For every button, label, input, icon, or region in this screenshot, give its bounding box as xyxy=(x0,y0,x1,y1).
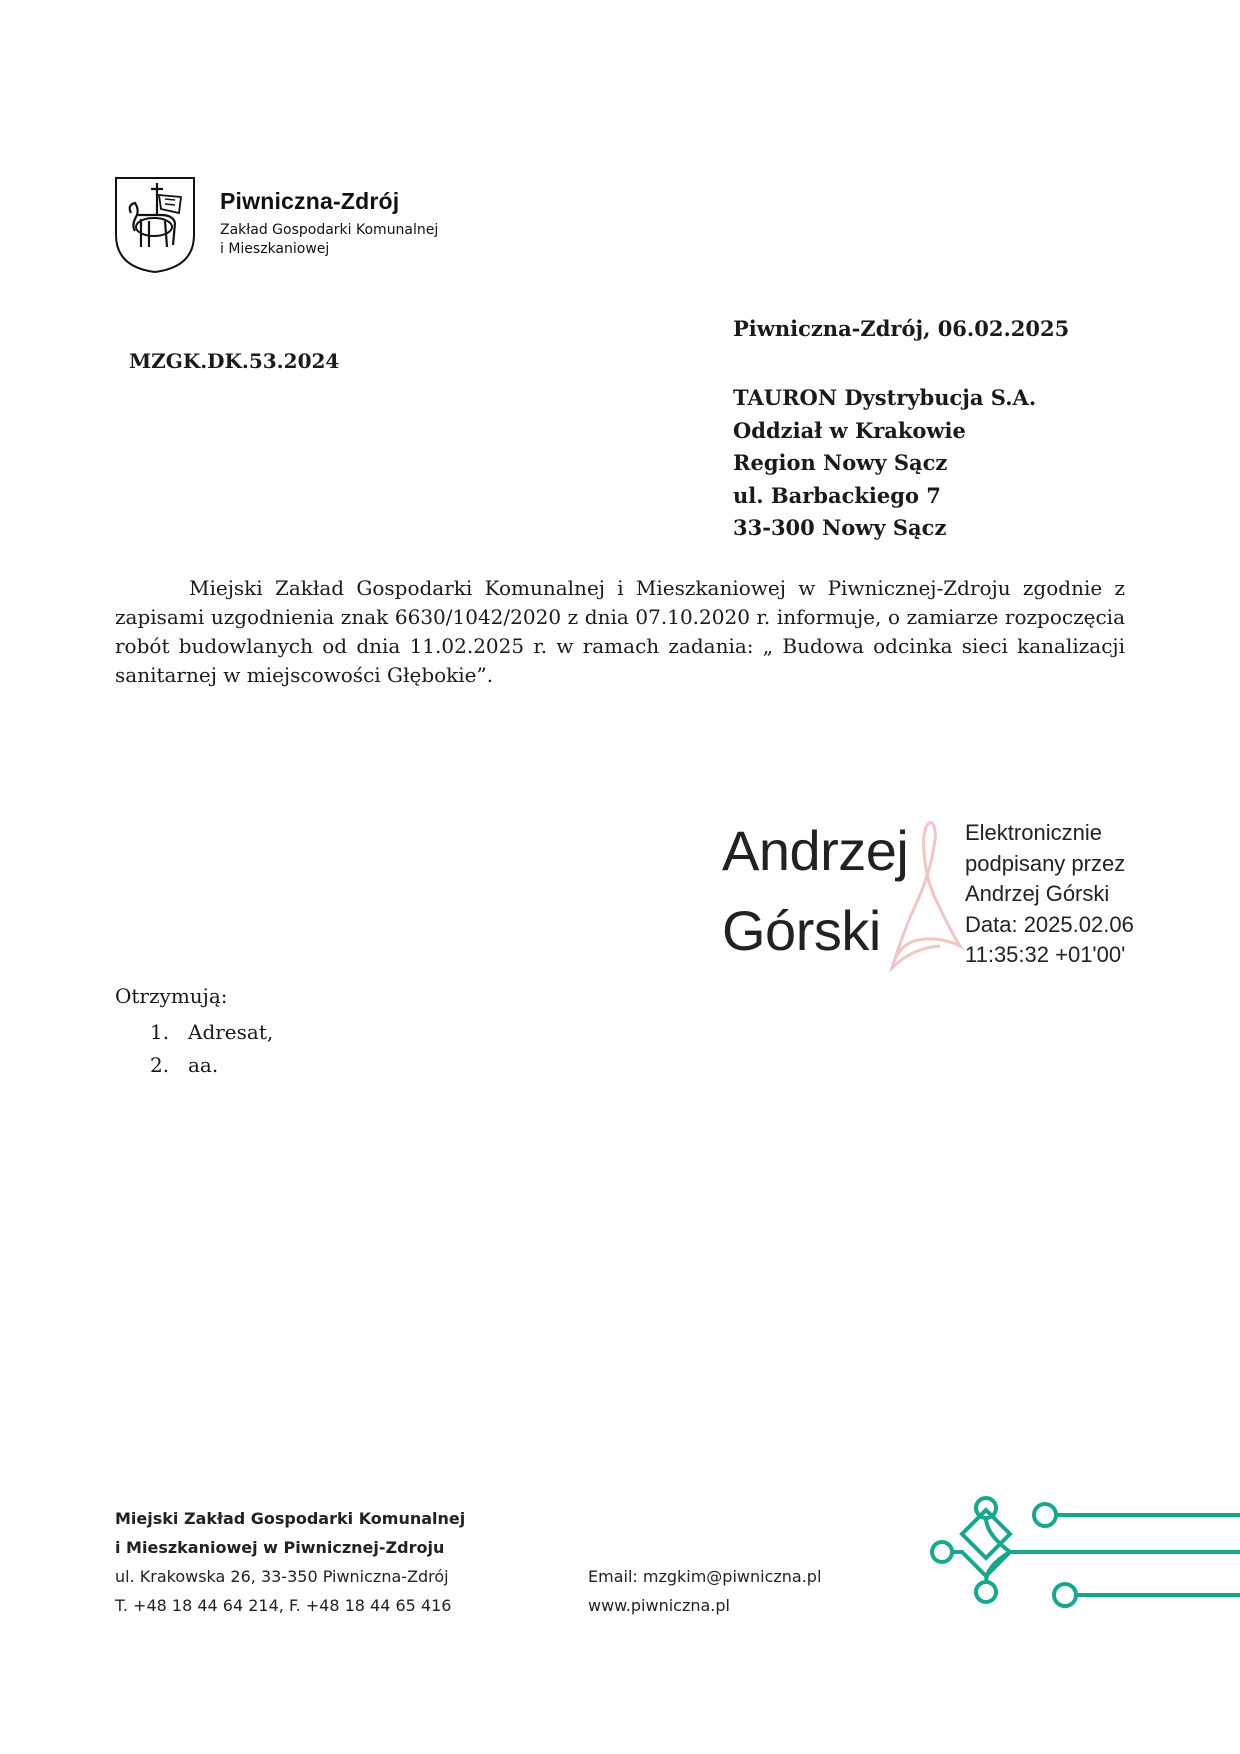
org-name: Piwniczna-Zdrój xyxy=(220,188,400,214)
recipient-line: 33-300 Nowy Sącz xyxy=(733,515,947,540)
footer-website[interactable]: www.piwniczna.pl xyxy=(588,1596,730,1615)
signature-detail-line: Andrzej Górski xyxy=(965,881,1110,906)
recipient-address xyxy=(733,382,1036,545)
recipient-line: TAURON Dystrybucja S.A. xyxy=(733,385,1037,410)
signature-detail-line: podpisany przez xyxy=(965,850,1126,876)
footer-contact xyxy=(588,1562,821,1620)
signature-mark-icon xyxy=(878,818,968,973)
signature-details xyxy=(965,818,1134,971)
list-item xyxy=(150,1016,273,1049)
recipient-line: ul. Barbackiego 7 xyxy=(733,482,941,508)
signature-first-name: Andrzej xyxy=(722,819,909,882)
list-item-number: 1. xyxy=(150,1020,170,1044)
footer-address: ul. Krakowska 26, 33-350 Piwniczna-Zdrój xyxy=(115,1567,449,1586)
list-item-text: Adresat, xyxy=(188,1020,274,1044)
signature-detail-line: Data: 2025.02.06 xyxy=(965,911,1134,937)
signature-detail-line: 11:35:32 +01'00' xyxy=(965,942,1126,967)
municipal-crest-icon xyxy=(113,175,197,275)
footer-org-line1: Miejski Zakład Gospodarki Komunalnej xyxy=(115,1509,466,1528)
list-item xyxy=(150,1049,273,1082)
org-subtitle-line2: i Mieszkaniowej xyxy=(220,241,330,257)
list-item-number: 2. xyxy=(150,1053,170,1077)
org-subtitle-line1: Zakład Gospodarki Komunalnej xyxy=(220,222,439,238)
letter-body: Miejski Zakład Gospodarki Komunalnej i Mieszkaniowej w Piwnicznej-Zdroju zgodnie z zapisami uzgodnienia znak 6630/1042/2020 z dnia 07.10.2020 r. informuje, o zamiarze rozpoczęcia robót budowlanych od dnia 11.02.2025 r. w ramach zadania: „ Budowa odcinka sieci kanalizacji sanitarnej w miejscowości Głębokie”. xyxy=(115,576,1125,687)
place-date: Piwniczna-Zdrój, 06.02.2025 xyxy=(733,316,1070,341)
footer-email[interactable]: Email: mzgkim@piwniczna.pl xyxy=(588,1567,822,1586)
footer-org-info xyxy=(115,1504,465,1620)
list-item-text: aa. xyxy=(188,1053,219,1077)
signature-detail-line: Elektronicznie xyxy=(965,820,1102,845)
footer-phone-fax: T. +48 18 44 64 214, F. +48 18 44 65 416 xyxy=(115,1596,452,1615)
footer-org-line2: i Mieszkaniowej w Piwnicznej-Zdroju xyxy=(115,1538,445,1557)
recipients-heading: Otrzymują: xyxy=(115,984,228,1008)
footer-decoration-icon xyxy=(930,1490,1240,1620)
recipient-line: Region Nowy Sącz xyxy=(733,450,948,475)
recipients-list xyxy=(150,1016,273,1082)
recipient-line: Oddział w Krakowie xyxy=(733,417,966,443)
signature-last-name: Górski xyxy=(722,899,881,962)
reference-number: MZGK.DK.53.2024 xyxy=(129,349,340,373)
